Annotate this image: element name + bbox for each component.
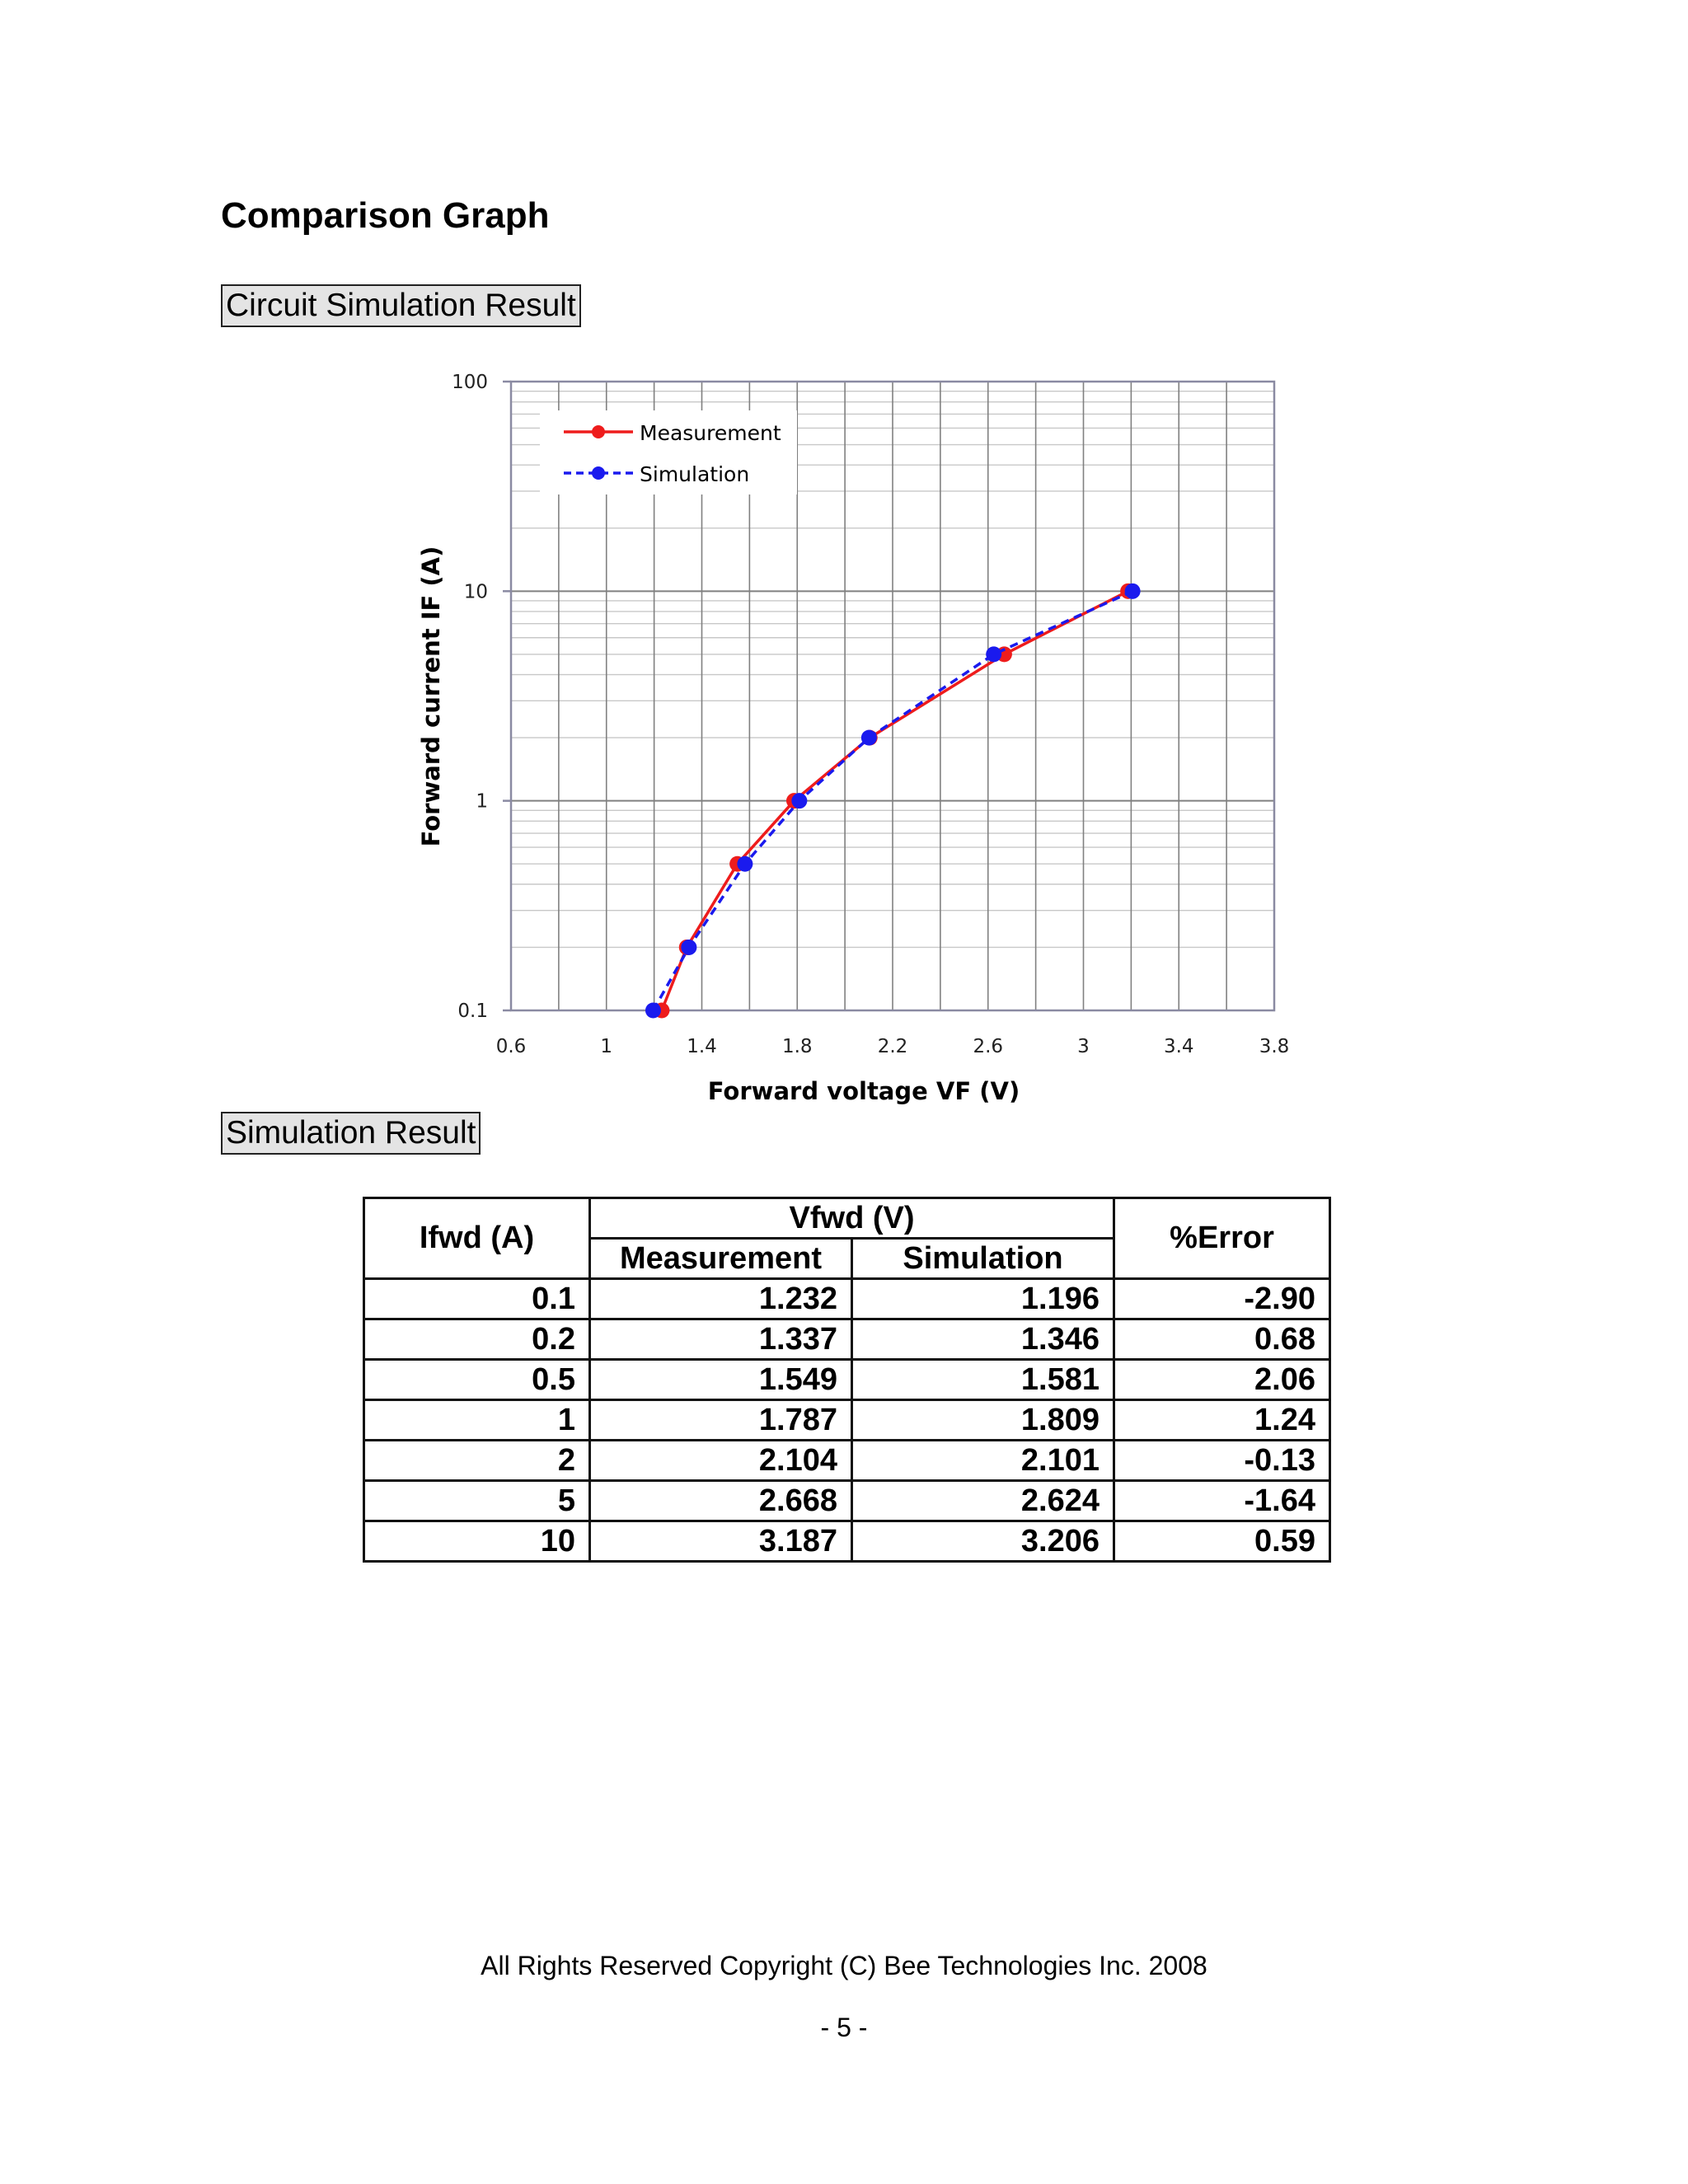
cell-measurement: 2.668 <box>590 1481 852 1521</box>
cell-measurement: 3.187 <box>590 1521 852 1562</box>
x-axis-label: Forward voltage VF (V) <box>707 1077 1020 1105</box>
header-ifwd: Ifwd (A) <box>364 1198 590 1279</box>
cell-simulation: 1.809 <box>852 1400 1114 1441</box>
cell-ifwd: 2 <box>364 1441 590 1481</box>
cell-ifwd: 1 <box>364 1400 590 1441</box>
header-simulation: Simulation <box>852 1239 1114 1279</box>
y-tick-label: 100 <box>452 372 488 393</box>
table-row <box>364 1481 1330 1521</box>
data-point-simulation <box>1125 583 1141 599</box>
x-tick-label: 1.8 <box>781 1036 813 1057</box>
cell-simulation: 1.581 <box>852 1360 1114 1400</box>
table-row <box>364 1521 1330 1562</box>
legend <box>540 410 797 494</box>
legend-label-simulation: Simulation <box>640 462 750 486</box>
header-vfwd: Vfwd (V) <box>590 1198 1114 1239</box>
cell-ifwd: 0.5 <box>364 1360 590 1400</box>
header-measurement: Measurement <box>590 1239 852 1279</box>
data-point-simulation <box>861 730 877 746</box>
cell-ifwd: 0.1 <box>364 1279 590 1319</box>
legend-marker-measurement <box>592 425 605 438</box>
cell-measurement: 1.787 <box>590 1400 852 1441</box>
copyright-footer: All Rights Reserved Copyright (C) Bee Technologies Inc. 2008 <box>481 1951 1207 1980</box>
x-tick-label: 2.2 <box>877 1036 908 1057</box>
cell-simulation: 1.346 <box>852 1319 1114 1360</box>
results-table <box>363 1197 1331 1563</box>
cell-ifwd: 10 <box>364 1521 590 1562</box>
data-point-simulation <box>791 793 807 808</box>
x-tick-label: 0.6 <box>495 1036 527 1057</box>
cell-simulation: 2.101 <box>852 1441 1114 1481</box>
page-title: Comparison Graph <box>221 195 550 236</box>
data-point-simulation <box>645 1003 661 1019</box>
x-tick-label: 1.4 <box>687 1036 717 1057</box>
cell-ifwd: 5 <box>364 1481 590 1521</box>
x-tick-label: 2.6 <box>973 1036 1004 1057</box>
x-tick-label: 1 <box>600 1036 613 1057</box>
cell-error: 0.68 <box>1114 1319 1330 1360</box>
legend-marker-simulation <box>592 466 605 480</box>
table-row <box>364 1441 1330 1481</box>
table-row <box>364 1319 1330 1360</box>
section-label-simulation-result: Simulation Result <box>221 1112 481 1155</box>
table-row <box>364 1360 1330 1400</box>
table-row <box>364 1400 1330 1441</box>
cell-simulation: 3.206 <box>852 1521 1114 1562</box>
x-tick-label: 3.8 <box>1259 1036 1290 1057</box>
data-point-simulation <box>737 856 753 872</box>
cell-measurement: 1.337 <box>590 1319 852 1360</box>
cell-error: -2.90 <box>1114 1279 1330 1319</box>
header-error: %Error <box>1114 1198 1330 1279</box>
page-number: - 5 - <box>820 2013 868 2042</box>
cell-ifwd: 0.2 <box>364 1319 590 1360</box>
x-tick-label: 3 <box>1077 1036 1090 1057</box>
cell-measurement: 2.104 <box>590 1441 852 1481</box>
y-tick-label: 0.1 <box>457 1001 488 1022</box>
cell-error: -1.64 <box>1114 1481 1330 1521</box>
cell-error: 1.24 <box>1114 1400 1330 1441</box>
cell-error: 2.06 <box>1114 1360 1330 1400</box>
y-axis-label: Forward current IF (A) <box>417 546 445 847</box>
x-tick-label: 3.4 <box>1163 1036 1194 1057</box>
cell-simulation: 1.196 <box>852 1279 1114 1319</box>
data-point-simulation <box>681 940 696 955</box>
data-point-simulation <box>986 646 1001 662</box>
cell-simulation: 2.624 <box>852 1481 1114 1521</box>
cell-measurement: 1.549 <box>590 1360 852 1400</box>
table-row <box>364 1279 1330 1319</box>
section-label-circuit-simulation: Circuit Simulation Result <box>221 284 581 327</box>
y-tick-label: 1 <box>476 790 488 813</box>
legend-label-measurement: Measurement <box>640 421 781 445</box>
cell-error: -0.13 <box>1114 1441 1330 1481</box>
cell-error: 0.59 <box>1114 1521 1330 1562</box>
y-tick-label: 10 <box>463 581 488 603</box>
cell-measurement: 1.232 <box>590 1279 852 1319</box>
